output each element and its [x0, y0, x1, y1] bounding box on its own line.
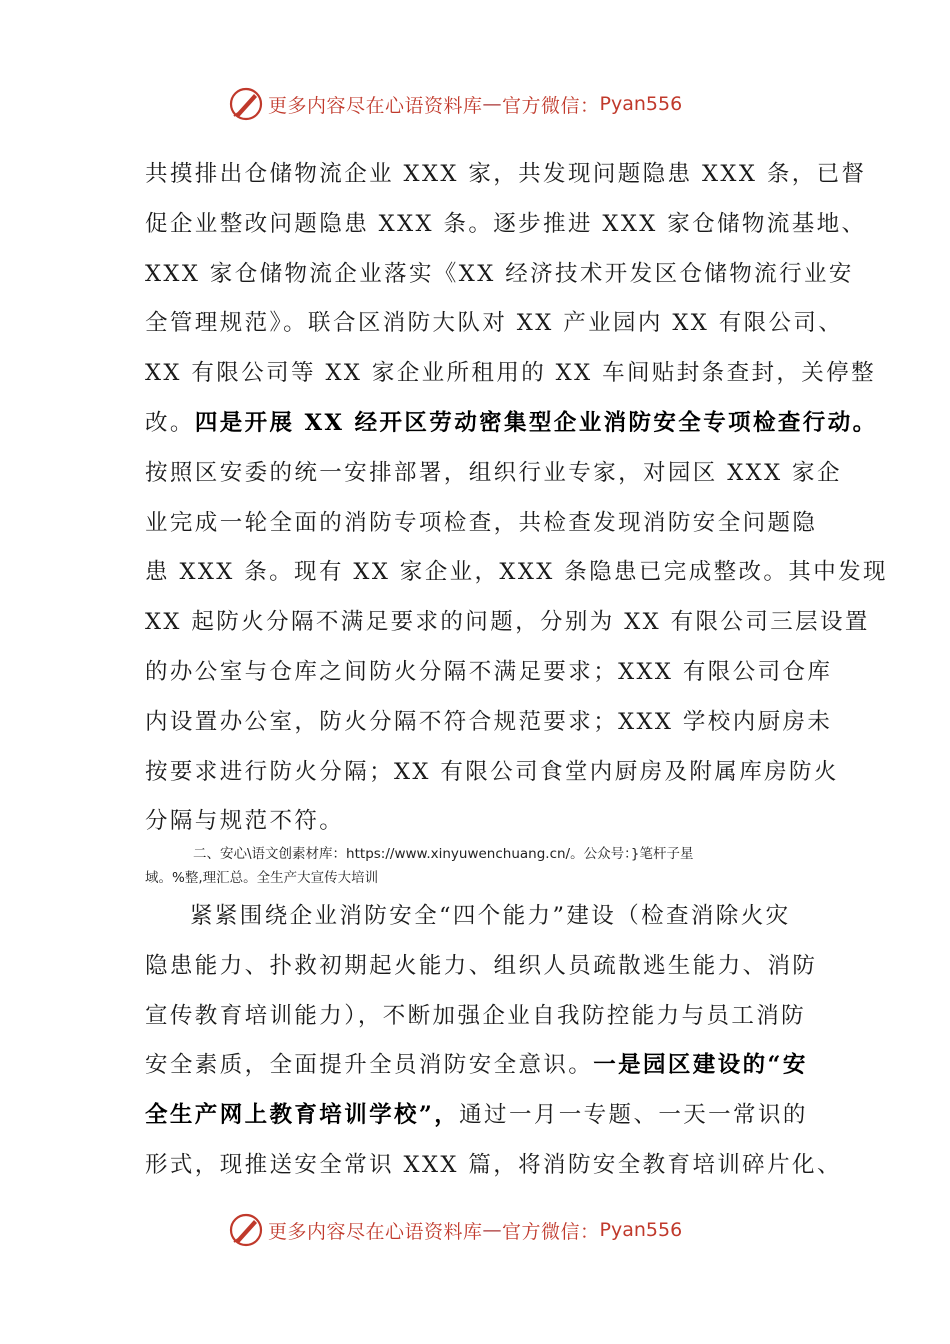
- pen-logo-icon: [228, 86, 264, 122]
- bold-heading: 一是园区建设的“安: [593, 1052, 808, 1079]
- banner-title: 更多内容尽在心语资料库: [268, 1220, 483, 1243]
- banner-label: 官方微信：: [502, 94, 600, 117]
- text-line: 安全素质，全面提升全员消防安全意识。一是园区建设的“安: [145, 1052, 808, 1079]
- text-line: 分隔与规范不符。: [145, 808, 345, 835]
- header-banner: [228, 84, 728, 124]
- inserted-note: [145, 842, 795, 890]
- banner-title: 更多内容尽在心语资料库: [268, 94, 483, 117]
- note-line: 二、安心\语文创素材库：https://www.xinyuwenchuang.cn/。公众号：}笔杆子星: [193, 846, 694, 862]
- footer-banner: [228, 1210, 728, 1250]
- bold-heading: 四是开展 XX 经开区劳动密集型企业消防安全专项检查行动。: [194, 409, 878, 436]
- text-line: 内设置办公室，防火分隔不符合规范要求；XXX 学校内厨房未: [145, 708, 833, 735]
- banner-separator: —: [482, 1219, 503, 1241]
- text-line: XX 起防火分隔不满足要求的问题，分别为 XX 有限公司三层设置: [145, 609, 870, 636]
- text-line: 患 XXX 条。现有 XX 家企业，XXX 条隐患已完成整改。其中发现: [145, 559, 888, 586]
- text-line: 按要求进行防火分隔；XX 有限公司食堂内厨房及附属库房防火: [145, 758, 839, 785]
- text-line: 的办公室与仓库之间防火分隔不满足要求；XXX 有限公司仓库: [145, 658, 833, 685]
- text-line: XX 有限公司等 XX 家企业所租用的 XX 车间贴封条查封，关停整: [145, 360, 876, 387]
- body-text-1: [145, 150, 888, 847]
- banner-separator: —: [482, 93, 503, 115]
- text-line: 隐患能力、扑救初期起火能力、组织人员疏散逃生能力、消防: [145, 952, 818, 979]
- text-line: 全生产网上教育培训学校”，通过一月一专题、一天一常识的: [145, 1102, 808, 1129]
- note-line: 域。%整,理汇总。全生产大宣传大培训: [145, 870, 379, 886]
- banner-handle: Pyan556: [599, 93, 683, 115]
- banner-label: 官方微信：: [502, 1220, 600, 1243]
- text-line: XXX 家仓储物流企业落实《XX 经济技术开发区仓储物流行业安: [145, 260, 854, 287]
- text-line: 按照区安委的统一安排部署，组织行业专家，对园区 XXX 家企: [145, 459, 842, 486]
- text-line: 紧紧围绕企业消防安全“四个能力”建设（检查消除火灾: [190, 903, 791, 929]
- bold-heading: 全生产网上教育培训学校”，: [145, 1102, 460, 1129]
- text-line: 形式，现推送安全常识 XXX 篇，将消防安全教育培训碎片化、: [145, 1151, 842, 1178]
- text-line: 共摸排出仓储物流企业 XXX 家，共发现问题隐患 XXX 条，已督: [145, 161, 867, 187]
- banner-handle: Pyan556: [599, 1219, 683, 1241]
- text-line: 业完成一轮全面的消防专项检查，共检查发现消防安全问题隐: [145, 509, 818, 536]
- text-line: 促企业整改问题隐患 XXX 条。逐步推进 XXX 家仓储物流基地、: [145, 210, 867, 237]
- text-line: 全管理规范》。联合区消防大队对 XX 产业园内 XX 有限公司、: [145, 310, 844, 337]
- text-line: 改。四是开展 XX 经开区劳动密集型企业消防安全专项检查行动。: [145, 409, 878, 436]
- body-text-2: [145, 892, 842, 1191]
- text-line: 宣传教育培训能力），不断加强企业自我防控能力与员工消防: [145, 1002, 807, 1029]
- pen-logo-icon: [228, 1212, 264, 1248]
